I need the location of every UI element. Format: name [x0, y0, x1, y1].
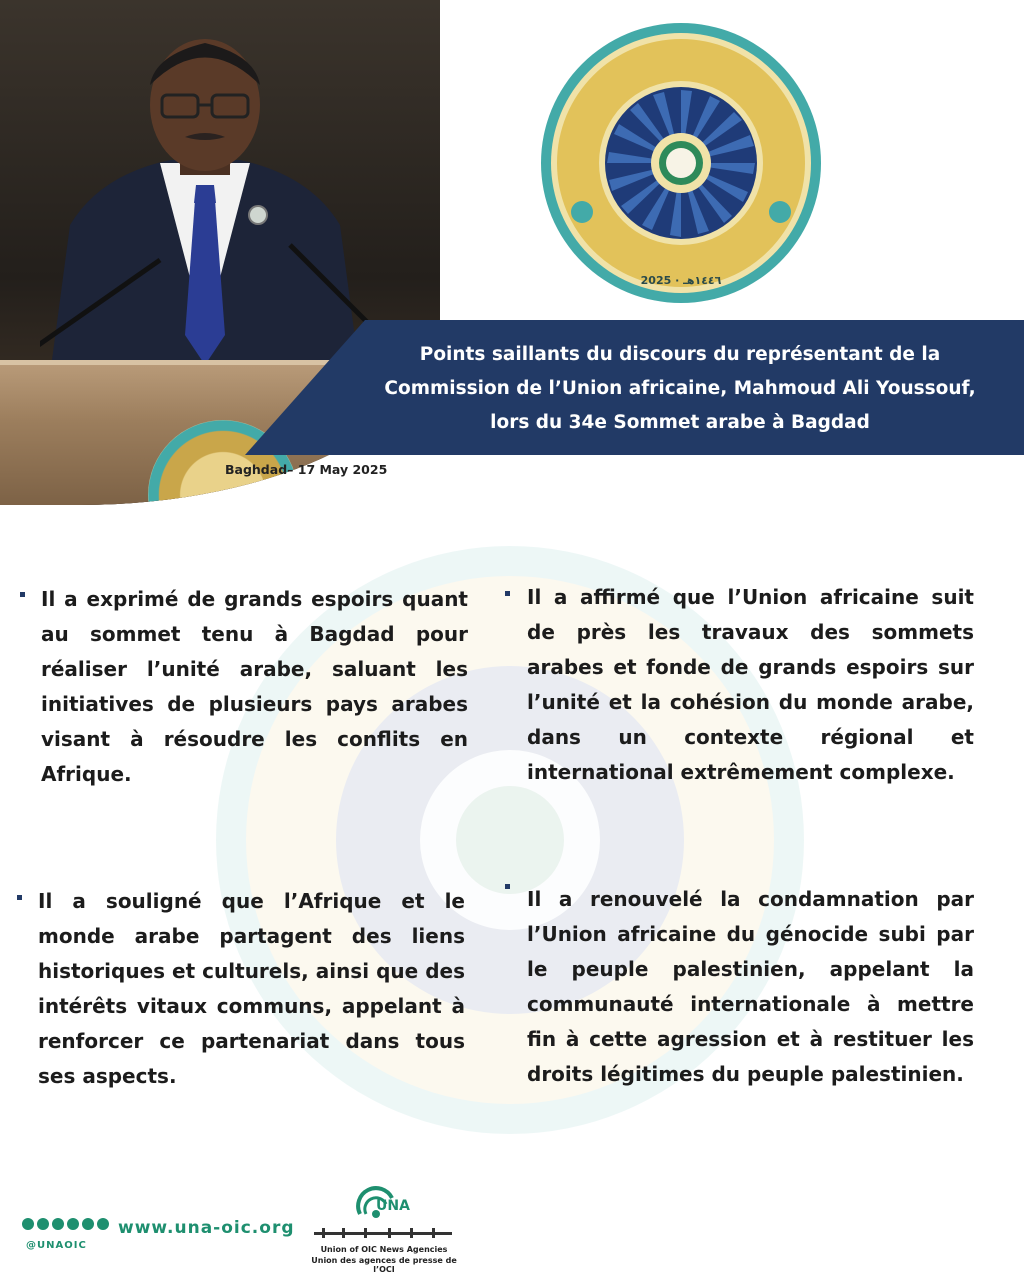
social-icons — [22, 1218, 109, 1230]
emblem-year: 2025 · ١٤٤٦هـ — [640, 274, 722, 287]
speaker-figure — [40, 35, 370, 375]
social-whatsapp-icon[interactable] — [97, 1218, 109, 1230]
bullet-4 — [505, 884, 510, 889]
page-title: Points saillants du discours du représentant de la Commission de l’Union africaine, Mahmoud Ali Youssouf, lors du 34e Sommet arabe à Bagdad — [384, 344, 976, 433]
social-instagram-icon[interactable] — [67, 1218, 79, 1230]
org-name-fr: Union des agences de presse de l’OCI — [311, 1256, 457, 1274]
bullet-2 — [505, 591, 510, 596]
social-x-icon[interactable] — [22, 1218, 34, 1230]
org-name-en: Union of OIC News Agencies — [320, 1245, 448, 1254]
social-telegram-icon[interactable] — [82, 1218, 94, 1230]
point-2: Il a affirmé que l’Union africaine suit de près les travaux des sommets arabes et fonde de grands espoirs sur l’unité et la cohésion du monde arabe, dans un contexte régional et international extrêmement complexe. — [527, 585, 974, 784]
point-3: Il a souligné que l’Afrique et le monde arabe partagent des liens historiques et culturels, ainsi que des intérêts vitaux communs, appelant à renforcer ce partenariat dans tous ses aspects. — [38, 889, 465, 1088]
bullet-1 — [20, 592, 25, 597]
arab-summit-emblem — [540, 22, 822, 304]
arabic-org-name — [312, 1226, 454, 1242]
social-handle[interactable]: @UNAOIC — [26, 1240, 87, 1251]
point-4: Il a renouvelé la condamnation par l’Union africaine du génocide subi par le peuple palestinien, appelant la communauté internationale à mettre fin à cette agression et à restituer les droits légitimes du peuple palestinien. — [527, 887, 974, 1086]
social-youtube-icon[interactable] — [37, 1218, 49, 1230]
bullet-3 — [17, 895, 22, 900]
website-link[interactable]: www.una-oic.org — [118, 1218, 295, 1238]
point-1: Il a exprimé de grands espoirs quant au sommet tenu à Bagdad pour réaliser l’unité arabe, saluant les initiatives de plusieurs pays arabes visant à résoudre les conflits en Afrique. — [41, 587, 468, 786]
una-logo-text: UNA — [376, 1198, 410, 1214]
social-facebook-icon[interactable] — [52, 1218, 64, 1230]
dateline: Baghdad– 17 May 2025 — [225, 462, 388, 477]
